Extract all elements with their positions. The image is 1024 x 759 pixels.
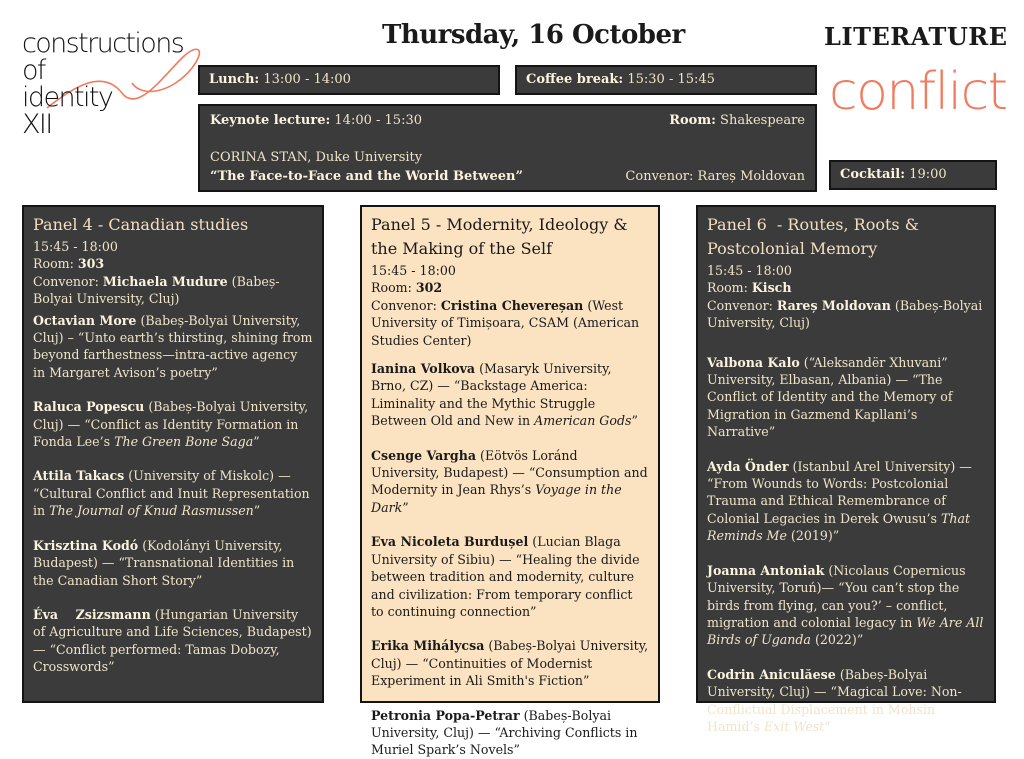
speaker-name: Ayda Önder — [707, 458, 789, 474]
keynote-time: 14:00 - 15:30 — [334, 113, 422, 128]
panel-title: Panel 4 - Canadian studies — [33, 215, 249, 234]
keynote-label: Keynote lecture: — [210, 113, 331, 128]
speaker-name: Éva Zsizsmann — [33, 606, 151, 622]
coffee-time: 15:30 - 15:45 — [627, 72, 715, 87]
keynote-title: “The Face-to-Face and the World Between” — [210, 169, 523, 184]
talk-text: (Nicolaus Copernicus University, Toruń)— “You can’t stop the birds from flying, can you?’ – conflict, migration and colonial legacy in — [707, 562, 966, 630]
cocktail-box — [829, 160, 997, 190]
list-item — [371, 637, 649, 689]
work-title: The Journal of Knud Rasmussen — [49, 503, 254, 519]
coffee-label: Coffee break: — [526, 72, 624, 87]
convenor-label: Convenor: — [371, 297, 437, 313]
talk-tail: (2019)” — [790, 528, 840, 544]
lunch-label: Lunch: — [209, 72, 260, 87]
panel-time: 15:45 - 18:00 — [33, 239, 118, 254]
conference-logo — [22, 30, 202, 180]
work-title: Exit West — [764, 718, 825, 734]
list-item — [707, 354, 985, 441]
speaker-name: Valbona Kalo — [707, 354, 800, 370]
speaker-name: Codrin Aniculăese — [707, 666, 836, 682]
convenor-name: Rareș Moldovan — [776, 297, 891, 313]
lunch-time: 13:00 - 14:00 — [263, 72, 351, 87]
keynote-box — [198, 104, 817, 192]
convenor-name: Cristina Chevereșan — [440, 297, 584, 313]
panel-room — [33, 255, 313, 272]
list-item — [371, 360, 649, 430]
list-item — [371, 447, 649, 517]
talk-text: (Istanbul Arel University) — “From Wounds to Words: Postcolonial Trauma and Ethical Remembrance of Colonial Legacies in Derek Owusu’s — [707, 458, 972, 526]
list-item — [33, 312, 313, 382]
list-item — [33, 398, 313, 450]
speaker-name: Octavian More — [33, 312, 137, 328]
panel-time: 15:45 - 18:00 — [707, 263, 792, 278]
room-label: Room: — [707, 280, 748, 296]
logo-line-4: XII — [22, 109, 52, 140]
coffee-box — [515, 65, 817, 95]
work-title: The Green Bone Saga — [114, 434, 254, 450]
speaker-name: Eva Nicoleta Burdușel — [371, 534, 529, 550]
speaker-name: Joanna Antoniak — [707, 562, 825, 578]
talk-tail: ” — [631, 413, 638, 429]
speaker-name: Erika Mihálycsa — [371, 638, 485, 654]
convenor-affiliation: (West University of Timișoara, CSAM (American Studies Center) — [371, 297, 640, 348]
convenor-label: Convenor: — [33, 273, 99, 289]
panel-6 — [696, 205, 996, 734]
panel-title: Panel 5 - Modernity, Ideology & the Making of the Self — [371, 215, 628, 258]
list-item — [371, 533, 649, 620]
talk-text: (“Aleksandër Xhuvani” University, Elbasan, Albania) — “The Conflict of Identity and the Memory of Migration in Gazmend Kapllani’s Narrative” — [707, 354, 953, 440]
talk-text: (Hungarian University of Agriculture and Life Sciences, Budapest) — “Conflict performed: Tamas Dobozy, Crosswords” — [33, 606, 312, 675]
speaker-name: Csenge Vargha — [371, 447, 477, 463]
list-item — [707, 458, 985, 545]
speaker-name: Petronia Popa-Petrar — [371, 707, 520, 723]
work-title: We Are All Birds of Uganda — [707, 614, 984, 648]
speaker-name: Krisztina Kodó — [33, 537, 139, 553]
panel-room — [371, 279, 649, 296]
list-item — [33, 606, 313, 676]
convenor-affiliation: (Babeș-Bolyai University, Cluj) — [33, 273, 280, 307]
talk-text: (Babeș-Bolyai University, Cluj) — “Continuities of Modernist Experiment in Ali Smith's Fiction” — [371, 638, 649, 689]
talk-text: (Lucian Blaga University of Sibiu) — “Healing the divide between tradition and modernity, culture and civilization: From temporary conflict to continuing connection” — [371, 534, 640, 619]
list-item — [707, 562, 985, 649]
talk-text: (Babeș-Bolyai University, Cluj) — “Magical Love: Non-Conflictual Displacement in Mohsin Hamid’s — [707, 666, 962, 734]
talk-text: (Kodolányi University, Budapest) — “Transnational Identities in the Canadian Short Story” — [33, 537, 295, 588]
keynote-convenor: Convenor: Rareș Moldovan — [625, 169, 805, 184]
list-item — [33, 467, 313, 519]
convenor-affiliation: (Babeș-Bolyai University, Cluj) — [707, 297, 983, 331]
panel-title: Panel 6 - Routes, Roots & Postcolonial Memory — [707, 215, 925, 258]
talk-tail: ” — [253, 503, 261, 519]
talk-tail: ” — [402, 499, 409, 515]
talk-tail: ” — [824, 718, 831, 734]
panel-time: 15:45 - 18:00 — [371, 263, 456, 278]
panel-convenor — [707, 297, 985, 332]
logo-line-2: of — [22, 55, 45, 86]
panel-5 — [360, 205, 660, 758]
keynote-room-label: Room: — [669, 113, 716, 128]
talk-text: (University of Miskolc) — “Cultural Conflict and Inuit Representation in — [33, 468, 310, 519]
talk-text: (Babeș-Bolyai University, Cluj) — “Conflict as Identity Formation in Fonda Lee’s — [33, 399, 309, 450]
cocktail-time: 19:00 — [909, 167, 947, 182]
talk-text: (Masaryk University, Brno, CZ) — “Backstage America: Liminality and the Mythic Struggle Between Old and New in — [371, 361, 612, 429]
talk-text: (Eötvös Loránd University, Budapest) — “Consumption and Modernity in Jean Rhys’s — [371, 447, 648, 498]
stream-label: LITERATURE — [824, 22, 1008, 51]
list-item — [33, 537, 313, 589]
talk-text: (Babeș-Bolyai University, Cluj) — “Archiving Conflicts in Muriel Spark’s Novels” — [371, 707, 638, 758]
work-title: Voyage in the Dark — [371, 482, 622, 515]
panel-convenor — [371, 297, 649, 349]
speaker-name: Attila Takacs — [33, 468, 125, 484]
list-item — [707, 666, 985, 736]
room-label: Room: — [33, 256, 74, 272]
panel-4 — [22, 205, 324, 703]
panel-convenor — [33, 273, 313, 308]
speaker-name: Ianina Volkova — [371, 361, 476, 377]
speaker-name: Raluca Popescu — [33, 399, 145, 415]
room-value: 302 — [415, 280, 443, 296]
room-label: Room: — [371, 280, 412, 296]
room-value: 303 — [77, 256, 105, 272]
list-item — [371, 707, 649, 759]
talk-tail: (2022)” — [814, 632, 864, 648]
keynote-room: Shakespeare — [720, 113, 805, 128]
work-title: American Gods — [534, 413, 632, 429]
logo-line-3: identity — [22, 82, 113, 113]
cocktail-label: Cocktail: — [840, 167, 906, 182]
work-title: That Reminds Me — [707, 510, 971, 544]
panel-room — [707, 279, 985, 296]
page-date: Thursday, 16 October — [382, 20, 685, 50]
theme-label: conflict — [829, 62, 1007, 122]
convenor-name: Michaela Mudure — [102, 273, 228, 289]
convenor-label: Convenor: — [707, 297, 773, 313]
logo-line-1: constructions — [22, 28, 184, 59]
keynote-speaker: CORINA STAN, Duke University — [210, 150, 423, 165]
talk-text: (Babeș-Bolyai University, Cluj) – “Unto earth’s thirsting, shining from beyond farthestness—intra-active agency in Margaret Avison’s poetry” — [33, 312, 313, 380]
lunch-box — [198, 65, 500, 95]
room-value: Kisch — [751, 280, 792, 296]
talk-tail: ” — [253, 434, 260, 450]
